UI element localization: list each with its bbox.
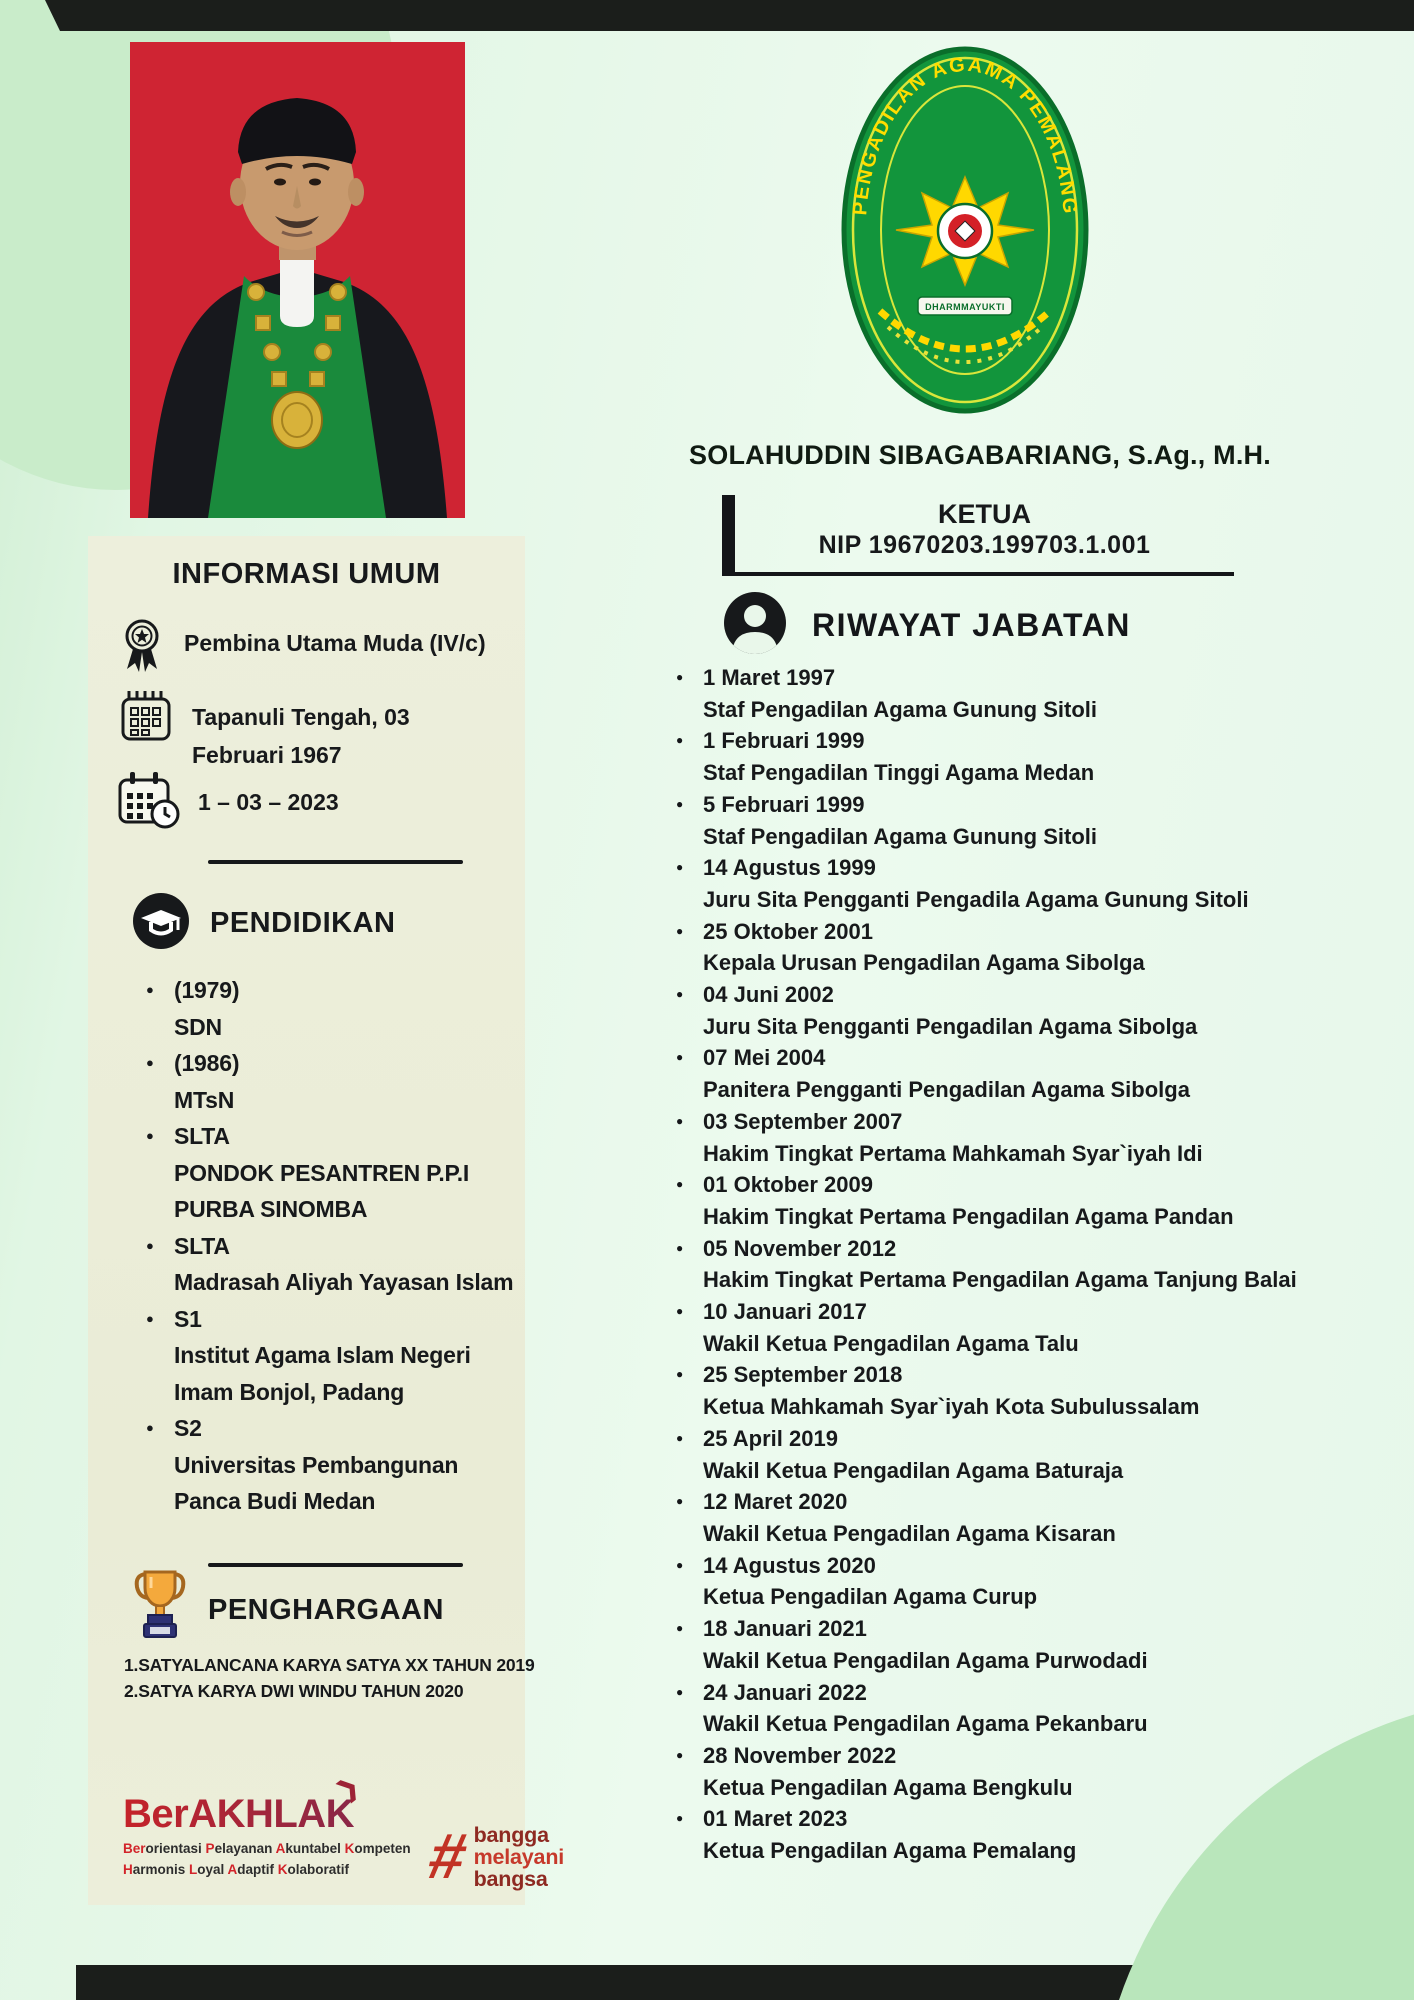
berakhlak-brand-text: BerAKHLAK ❯	[123, 1771, 365, 1836]
pendidikan-header	[132, 892, 395, 955]
riwayat-entry	[676, 1106, 1376, 1169]
riwayat-date: ● 1 Februari 1999	[703, 728, 865, 754]
riwayat-date: ● 1 Maret 1997	[703, 665, 836, 690]
riwayat-date: ● 25 Oktober 2001	[703, 918, 873, 944]
berakhlak-word-highlight: K	[344, 1841, 355, 1856]
riwayat-position: Kepala Urusan Pengadilan Agama Sibolga	[703, 950, 1145, 976]
penghargaan-item: 1.SATYALANCANA KARYA SATYA XX TAHUN 2019	[124, 1655, 535, 1675]
riwayat-entry	[676, 1423, 1376, 1486]
riwayat-date: ● 25 April 2019	[703, 1425, 838, 1451]
position-block	[722, 495, 1234, 576]
medal-icon	[118, 616, 166, 679]
riwayat-position: Hakim Tingkat Pertama Pengadilan Agama Pandan	[703, 1203, 1234, 1229]
tmt-row	[118, 771, 339, 834]
riwayat-entry	[676, 1359, 1376, 1422]
riwayat-position: Wakil Ketua Pengadilan Agama Baturaja	[703, 1457, 1124, 1483]
riwayat-position: Ketua Pengadilan Agama Bengkulu	[703, 1774, 1073, 1800]
berakhlak-word-rest: oyal	[197, 1861, 228, 1877]
riwayat-position: Staf Pengadilan Agama Gunung Sitoli	[703, 696, 1097, 722]
pendidikan-item	[146, 1301, 513, 1411]
pendidikan-item	[146, 972, 513, 1045]
riwayat-entry	[676, 1296, 1376, 1359]
riwayat-date: ● 01 Oktober 2009	[703, 1172, 873, 1198]
riwayat-date: ● 04 Juni 2002	[703, 982, 834, 1008]
pendidikan-line: Madrasah Aliyah Yayasan Islam	[174, 1269, 514, 1295]
berakhlak-logo	[123, 1771, 411, 1878]
berakhlak-word-rest: olaboratif	[287, 1861, 350, 1877]
pendidikan-line: ● (1986)	[174, 1050, 240, 1076]
riwayat-position: Panitera Pengganti Pengadilan Agama Sibolga	[703, 1077, 1190, 1103]
pendidikan-line: ● S1	[174, 1305, 202, 1332]
riwayat-entry	[676, 725, 1376, 788]
riwayat-date: ● 07 Mei 2004	[703, 1045, 826, 1071]
pendidikan-item	[146, 1118, 513, 1228]
pendidikan-line: ● SLTA	[174, 1123, 230, 1149]
rank-text: Pembina Utama Muda (IV/c)	[184, 630, 486, 656]
pendidikan-item	[146, 1228, 513, 1301]
official-name: SOLAHUDDIN SIBAGABARIANG, S.Ag., M.H.	[689, 440, 1271, 470]
pendidikan-line: Universitas Pembangunan	[174, 1451, 459, 1478]
nip-number: NIP 19670203.199703.1.001	[818, 531, 1151, 559]
birth-row	[118, 688, 504, 774]
riwayat-entry	[676, 1740, 1376, 1803]
official-portrait-photo	[130, 42, 465, 518]
riwayat-position: Wakil Ketua Pengadilan Agama Pekanbaru	[703, 1711, 1148, 1737]
pendidikan-line: SDN	[174, 1013, 222, 1040]
graduation-cap-icon	[132, 892, 190, 955]
berakhlak-word-rest: armonis	[132, 1861, 190, 1877]
riwayat-entry	[676, 1613, 1376, 1676]
berakhlak-subtitle-line2	[123, 1862, 411, 1879]
riwayat-position: Staf Pengadilan Agama Gunung Sitoli	[703, 823, 1097, 849]
rank-row	[118, 616, 486, 679]
riwayat-position: Hakim Tingkat Pertama Pengadilan Agama Tanjung Balai	[703, 1267, 1297, 1293]
riwayat-position: Staf Pengadilan Tinggi Agama Medan	[703, 760, 1095, 786]
pendidikan-line: Institut Agama Islam Negeri	[174, 1342, 471, 1368]
riwayat-entry	[676, 1550, 1376, 1613]
riwayat-entry	[676, 789, 1376, 852]
bangga-word: bangga	[473, 1823, 549, 1847]
berakhlak-word-rest: kuntabel	[285, 1841, 345, 1856]
pendidikan-item	[146, 1045, 513, 1118]
penghargaan-header	[132, 1568, 444, 1653]
divider	[208, 1563, 463, 1567]
calendar-icon	[118, 688, 174, 749]
berakhlak-word-highlight: H	[123, 1861, 133, 1877]
tmt-text: 1 – 03 – 2023	[198, 789, 339, 815]
hashtag-icon: #	[422, 1820, 474, 1892]
seal-banner-text: DHARMMAYUKTI	[925, 302, 1005, 312]
berakhlak-word-highlight: A	[275, 1841, 286, 1856]
riwayat-date: ● 10 Januari 2017	[703, 1299, 867, 1325]
chevron-arrow-icon: ❯	[332, 1771, 365, 1806]
riwayat-entry	[676, 1042, 1376, 1105]
bangga-melayani-bangsa-logo	[422, 1820, 565, 1892]
info-panel	[88, 536, 565, 1905]
riwayat-date: ● 28 November 2022	[703, 1742, 897, 1768]
riwayat-entry	[676, 1169, 1376, 1232]
pendidikan-list	[146, 972, 513, 1520]
seal-arc-text: PENGADILAN AGAMA PEMALANG	[849, 53, 1081, 217]
riwayat-date: ● 18 Januari 2021	[703, 1616, 867, 1642]
pendidikan-line: MTsN	[174, 1086, 235, 1113]
riwayat-position: Ketua Pengadilan Agama Pemalang	[703, 1838, 1077, 1864]
berakhlak-word-highlight: A	[227, 1861, 238, 1877]
riwayat-position: Ketua Mahkamah Syar`iyah Kota Subulussalam	[703, 1394, 1200, 1420]
pendidikan-line: PURBA SINOMBA	[174, 1196, 368, 1222]
penghargaan-item: 2.SATYA KARYA DWI WINDU TAHUN 2020	[124, 1681, 464, 1701]
riwayat-entry	[676, 979, 1376, 1042]
bangga-word: melayani	[473, 1845, 565, 1869]
riwayat-position: Hakim Tingkat Pertama Mahkamah Syar`iyah Idi	[703, 1140, 1203, 1166]
riwayat-entry	[676, 916, 1376, 979]
riwayat-date: ● 01 Maret 2023	[703, 1806, 848, 1832]
court-seal-logo	[840, 45, 1090, 415]
riwayat-date: ● 25 September 2018	[703, 1362, 903, 1388]
bangga-words	[474, 1824, 564, 1890]
riwayat-date: ● 14 Agustus 2020	[703, 1552, 876, 1578]
berakhlak-word-rest: ompeten	[354, 1841, 411, 1856]
riwayat-date: ● 5 Februari 1999	[703, 791, 865, 817]
pendidikan-line: Panca Budi Medan	[174, 1488, 376, 1514]
berakhlak-word-rest: elayanan	[214, 1841, 276, 1856]
riwayat-position: Juru Sita Pengganti Pengadila Agama Gunung Sitoli	[703, 886, 1249, 912]
top-black-bar	[45, 0, 1414, 31]
riwayat-title: RIWAYAT JABATAN	[812, 607, 1131, 643]
riwayat-date: ● 03 September 2007	[703, 1108, 903, 1134]
riwayat-position: Juru Sita Pengganti Pengadilan Agama Sibolga	[703, 1013, 1198, 1039]
position-title: KETUA	[938, 499, 1031, 529]
riwayat-entry	[676, 1677, 1376, 1740]
divider	[208, 860, 463, 864]
riwayat-entry	[676, 852, 1376, 915]
berakhlak-word-highlight: L	[189, 1861, 198, 1877]
riwayat-header	[722, 590, 1131, 661]
riwayat-position: Wakil Ketua Pengadilan Agama Talu	[703, 1330, 1079, 1356]
riwayat-position: Wakil Ketua Pengadilan Agama Kisaran	[703, 1520, 1116, 1546]
riwayat-date: ● 05 November 2012	[703, 1235, 897, 1261]
berakhlak-word-rest: orientasi	[145, 1841, 206, 1856]
berakhlak-subtitle-line1	[123, 1841, 411, 1858]
riwayat-date: ● 14 Agustus 1999	[703, 855, 876, 881]
pendidikan-line: PONDOK PESANTREN P.P.I	[174, 1159, 470, 1186]
berakhlak-word-highlight: K	[277, 1861, 288, 1877]
berakhlak-word-highlight: P	[205, 1841, 215, 1856]
birth-text: Tapanuli Tengah, 03 Februari 1967	[192, 704, 410, 768]
portrait-illustration	[130, 42, 465, 518]
riwayat-list	[676, 662, 1376, 1867]
pendidikan-line: ● SLTA	[174, 1232, 230, 1259]
bangga-word: bangsa	[473, 1867, 548, 1891]
riwayat-date: ● 24 Januari 2022	[703, 1679, 867, 1705]
riwayat-entry	[676, 662, 1376, 725]
riwayat-position: Wakil Ketua Pengadilan Agama Purwodadi	[703, 1647, 1148, 1673]
penghargaan-title: PENGHARGAAN	[208, 1594, 444, 1626]
pendidikan-title: PENDIDIKAN	[210, 907, 396, 939]
pendidikan-item	[146, 1410, 513, 1520]
informasi-umum-title: INFORMASI UMUM	[172, 558, 441, 590]
riwayat-entry	[676, 1803, 1376, 1866]
riwayat-entry	[676, 1486, 1376, 1549]
riwayat-position: Ketua Pengadilan Agama Curup	[703, 1584, 1038, 1610]
trophy-icon	[132, 1568, 188, 1653]
calendar-clock-icon	[118, 771, 180, 834]
riwayat-date: ● 12 Maret 2020	[703, 1489, 848, 1515]
penghargaan-list	[124, 1652, 534, 1704]
berakhlak-word-rest: daptif	[237, 1861, 278, 1877]
riwayat-entry	[676, 1233, 1376, 1296]
pendidikan-line: Imam Bonjol, Padang	[174, 1378, 405, 1405]
pendidikan-line: ● S2	[174, 1415, 202, 1441]
pendidikan-line: ● (1979)	[174, 977, 240, 1003]
berakhlak-word-highlight: Ber	[123, 1841, 146, 1856]
person-icon	[722, 590, 788, 661]
court-seal-svg	[840, 45, 1090, 415]
